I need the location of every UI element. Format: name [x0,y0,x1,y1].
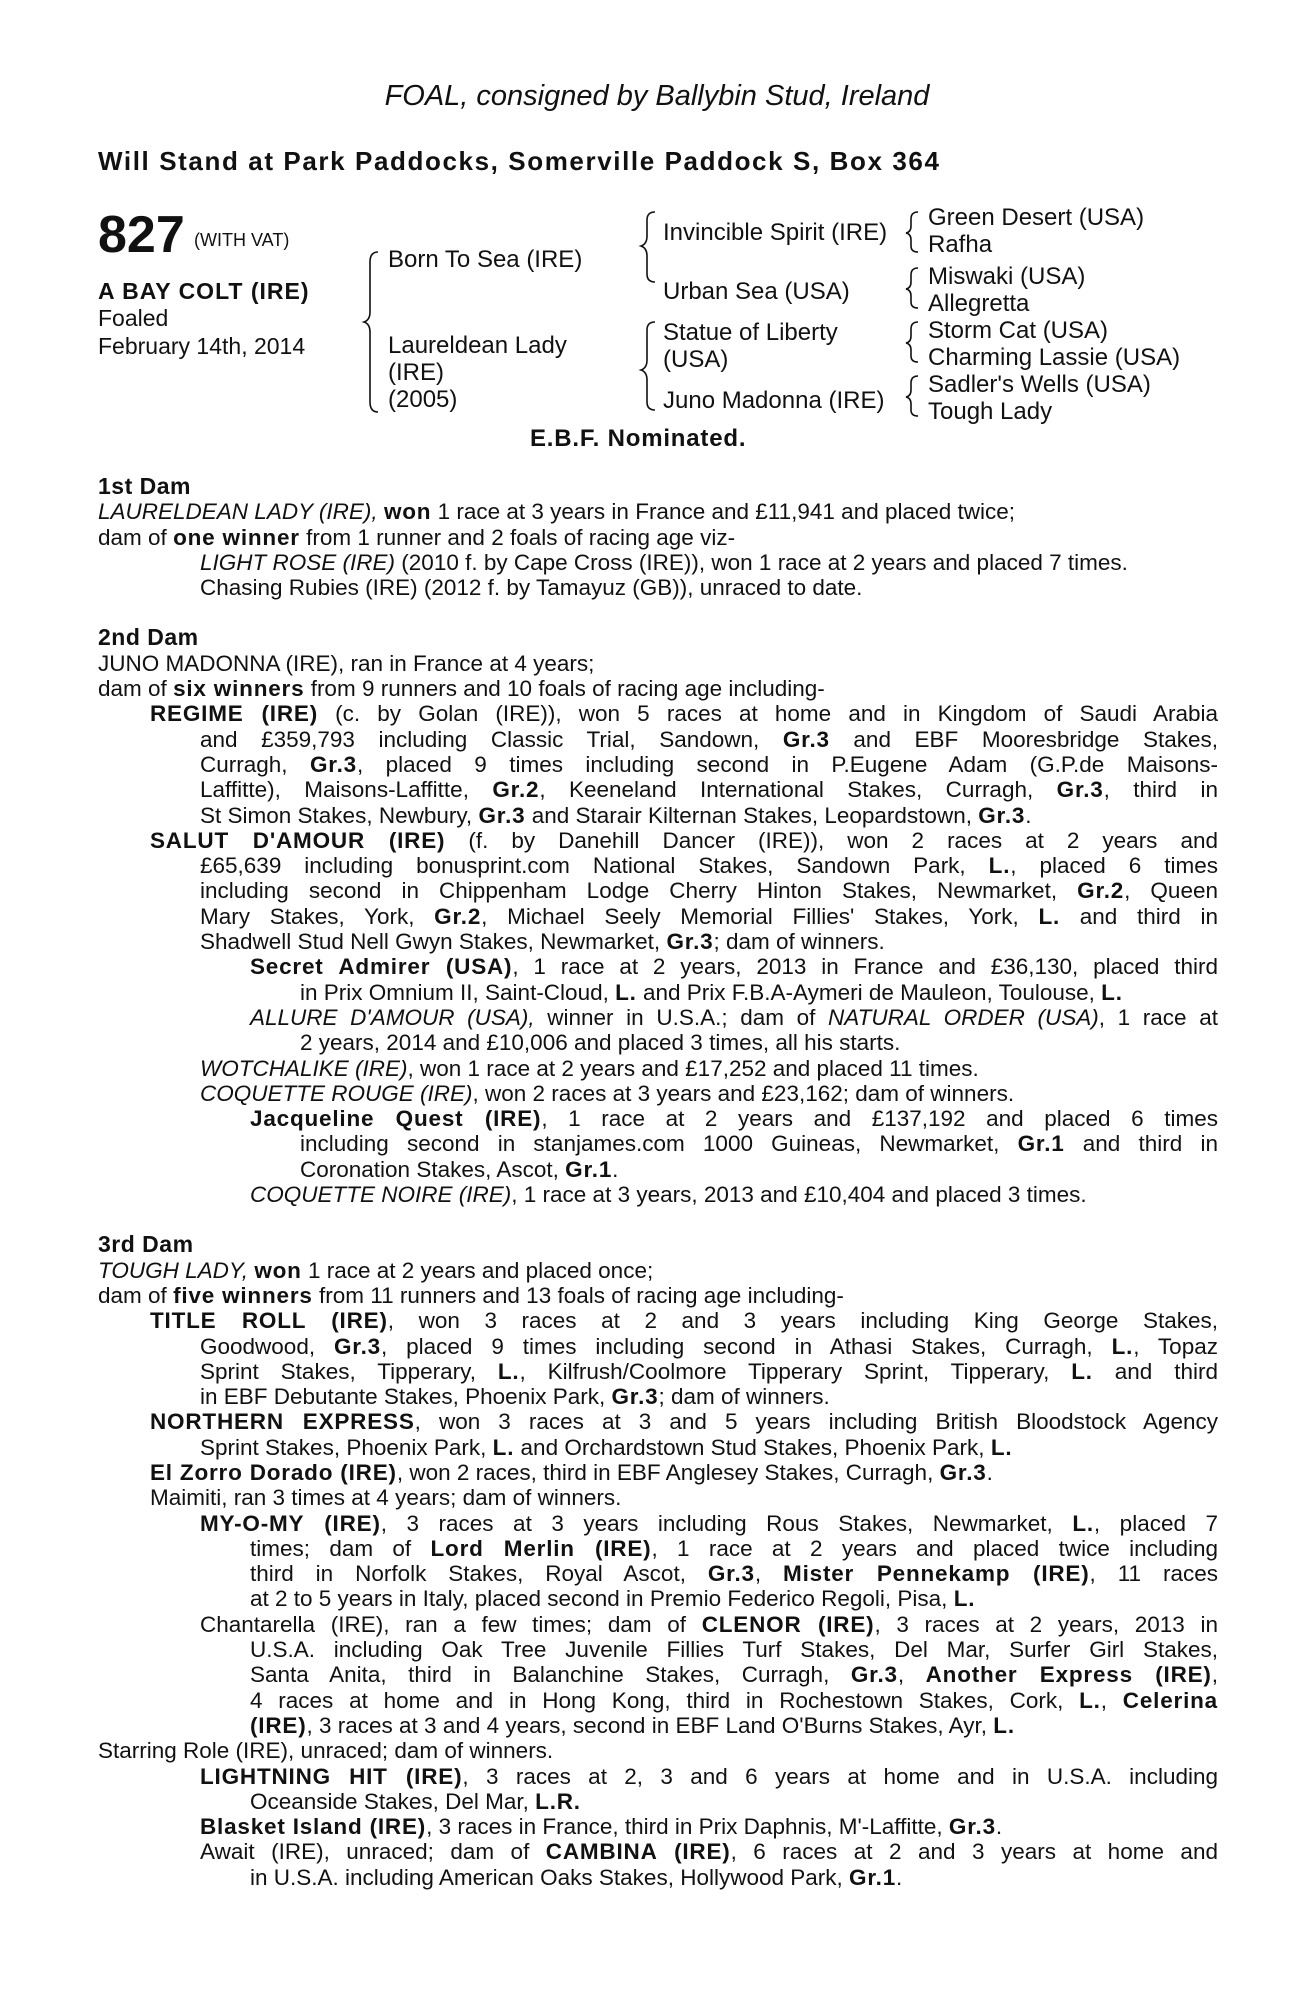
text-run: L. [988,853,1011,879]
salut-entry [98,828,1218,853]
pedigree-dam-dam: Juno Madonna (IRE) [663,387,885,414]
text-run: , 3 races at 2, 3 and 6 years at home and in U.S.A. including [462,1763,1218,1789]
pedigree-gg-6: Charming Lassie (USA) [928,344,1181,371]
text-run: Gr.3 [309,751,357,777]
northern-express-entry [98,1409,1218,1434]
text-run: Oceanside Stakes, Del Mar, [250,1788,529,1814]
stand-location: Will Stand at Park Paddocks, Somerville Paddock S, Box 364 [98,146,941,176]
text-run: , placed 7 [1093,1510,1219,1536]
pedigree-sire: Born To Sea (IRE) [388,246,583,273]
text-run: Santa Anita, third in Balanchine Stakes, Curragh, [250,1662,830,1688]
text-run: L. [615,979,637,1005]
horse-name: A BAY COLT (IRE) [98,278,310,304]
text-run: L. [492,1434,515,1460]
pedigree-sire-sire: Invincible Spirit (IRE) [663,219,888,246]
text-run: L. [497,1358,520,1384]
text-run: LIGHTNING HIT (IRE) [200,1763,463,1789]
text-run: Gr.3 [850,1662,898,1688]
text-run: Gr.3 [707,1561,755,1587]
text-run: , placed 6 times [1010,853,1218,879]
text-run: Sprint Stakes, Tipperary, [200,1358,476,1384]
consignor-title: FOAL, consigned by Ballybin Stud, Ireland [384,80,930,112]
text-run: and £359,793 including Classic Trial, Sandown, [200,726,760,752]
text-run: L.R. [535,1788,581,1814]
text-run: Blasket Island (IRE) [200,1814,427,1840]
text-run: . [1025,802,1032,828]
my-o-my-entry [98,1511,1218,1536]
text-run: , Keeneland International Stakes, Curragh, [539,777,1034,803]
text-run: and Prix F.B.A-Aymeri de Mauleon, Toulouse, [643,979,1095,1005]
text-run: , Michael Seely Memorial Fillies' Stakes, York, [481,903,1019,929]
first-dam-heading: 1st Dam [98,473,191,499]
text-run: ; dam of winners. [658,1384,830,1410]
text-run: won [254,1257,302,1283]
text-run: , 3 races at 3 and 4 years, second in EBF Land O'Burns Stakes, Ayr, [306,1712,988,1738]
text-run: . [995,1814,1003,1840]
text-run: U.S.A. including Oak Tree Juvenile Fillies Turf Stakes, Del Mar, Surfer Girl Stakes, [250,1637,1218,1663]
text-run: , Topaz [1133,1333,1218,1359]
pedigree-gg-1: Green Desert (USA) [928,204,1145,231]
text-run: Gr.3 [978,802,1026,828]
text-run: , won 2 races, third in EBF Anglesey Stakes, Curragh, [396,1459,934,1485]
text-run: TOUGH LADY, [98,1257,249,1283]
text-run: Gr.1 [1017,1131,1065,1157]
third-dam-heading: 3rd Dam [98,1231,194,1258]
text-run: , won 2 races at 3 years and £23,162; dam of winners. [472,1080,1015,1106]
text-run: 4 races at home and in Hong Kong, third in Rochestown Stakes, Cork, [250,1687,1064,1713]
text-run: Gr.3 [478,802,526,828]
text-run: NORTHERN EXPRESS [150,1409,415,1435]
text-run: WOTCHALIKE (IRE) [200,1055,408,1081]
text-run: Gr.2 [434,903,482,929]
text-run: , 1 race at 2 years and £137,192 and placed 6 times [541,1106,1218,1132]
text-run: and third in [1082,1131,1218,1157]
text-run: in U.S.A. including American Oaks Stakes, Hollywood Park, [250,1864,843,1890]
text-run: Gr.1 [849,1864,897,1890]
text-run: in EBF Debutante Stakes, Phoenix Park, [200,1384,606,1410]
text-run: . [986,1459,993,1485]
text-run: , won 3 races at 2 and 3 years including King George Stakes, [387,1308,1218,1334]
text-run: from 11 runners and 13 foals of racing age including- [318,1282,844,1308]
text-run: L. [1101,979,1123,1005]
text-run: , 1 race at 2 years and placed twice including [651,1535,1218,1561]
text-run: (2010 f. by Cape Cross (IRE)), won 1 race at 2 years and placed 7 times. [401,549,1128,575]
text-run: , won 1 race at 2 years and £17,252 and placed 11 times. [407,1055,979,1081]
foaled-date: February 14th, 2014 [98,333,306,359]
text-run: Gr.3 [666,929,714,955]
text-run: L. [953,1586,976,1612]
title-roll-entry [98,1308,1218,1333]
text-run: JUNO MADONNA (IRE), ran in France at 4 years; [98,650,595,676]
text-run: 1 race at 2 years and placed once; [307,1257,654,1283]
text-run: six winners [173,676,305,702]
text-run: in Prix Omnium II, Saint-Cloud, [300,979,609,1005]
text-run: Celerina [1122,1687,1218,1713]
text-run: Shadwell Stud Nell Gwyn Stakes, Newmarket, [200,929,661,955]
text-run: Coronation Stakes, Ascot, [300,1156,559,1182]
text-run: L. [1111,1333,1134,1359]
text-run: L. [1071,1358,1093,1384]
text-run: (f. by Danehill Dancer (IRE)), won 2 races at 2 years and [468,827,1218,853]
text-run: . [896,1864,903,1890]
text-run: , 3 races at 2 years, 2013 in [874,1611,1218,1637]
text-run: , 3 races at 3 years including Rous Stakes, Newmarket, [380,1510,1053,1536]
text-run: Gr.3 [611,1384,659,1410]
text-run: and Orchardstown Stud Stakes, Phoenix Park, [520,1434,985,1460]
text-run: Mary Stakes, York, [200,903,415,929]
text-run: dam of [98,676,167,702]
text-run: Jacqueline Quest (IRE) [250,1106,542,1132]
text-run: L. [993,1712,1015,1738]
text-run: , placed 9 times including second in Athasi Stakes, Curragh, [380,1333,1093,1359]
text-run: Chantarella (IRE), ran a few times; dam of [200,1611,687,1637]
text-run: , Kilfrush/Coolmore Tipperary Sprint, Tipperary, [519,1358,1050,1384]
text-run: , 11 races [1089,1561,1218,1587]
ebf-note: E.B.F. Nominated. [530,425,747,452]
text-run: , [1211,1662,1218,1688]
text-run: L. [1072,1510,1094,1536]
text-run: CLENOR (IRE) [701,1611,875,1637]
text-run: Goodwood, [200,1333,316,1359]
text-run: from 1 runner and 2 foals of racing age viz- [306,524,736,550]
text-run: LIGHT ROSE (IRE) [200,549,396,575]
pedigree-dam-sire-line1: Statue of Liberty [663,319,838,346]
text-run: . [612,1156,619,1182]
text-run: , placed 9 times including second in P.Eugene Adam (G.P.de Maisons- [356,751,1218,777]
text-run: SALUT D'AMOUR (IRE) [150,827,446,853]
text-run: Laffitte), Maisons-Laffitte, [200,777,469,803]
text-run: and third in [1079,903,1218,929]
text-run: including second in stanjames.com 1000 Guineas, Newmarket, [300,1131,1000,1157]
text-run: Gr.3 [939,1459,987,1485]
text-run: MY-O-MY (IRE) [200,1510,381,1536]
text-run: five winners [173,1282,313,1308]
text-run: Gr.3 [1056,777,1104,803]
text-run: winner in U.S.A.; dam of [547,1004,816,1030]
text-run: REGIME (IRE) [150,701,318,727]
text-run: and Starair Kilternan Stakes, Leopardstown, [531,802,972,828]
text-run: Mister Pennekamp (IRE) [783,1561,1090,1587]
text-run: (IRE) [250,1712,307,1738]
text-run: dam of [98,524,167,550]
text-run: , 1 race at 3 years, 2013 and £10,404 and placed 3 times. [511,1182,1087,1208]
text-run: at 2 to 5 years in Italy, placed second in Premio Federico Regoli, Pisa, [250,1586,948,1612]
text-run: Gr.2 [492,777,540,803]
text-run: 2 years, 2014 and £10,006 and placed 3 times, all his starts. [300,1030,901,1056]
text-run: St Simon Stakes, Newbury, [200,802,473,828]
text-run: ALLURE D'AMOUR (USA), [250,1004,535,1030]
text-run: El Zorro Dorado (IRE) [150,1459,397,1485]
text-run: and EBF Mooresbridge Stakes, [853,726,1218,752]
text-run: Curragh, [200,751,288,777]
text-run: Lord Merlin (IRE) [430,1535,652,1561]
pedigree-dam-line2: (IRE) [388,359,444,386]
text-run: , 6 races at 2 and 3 years at home and [730,1839,1218,1865]
text-run: TITLE ROLL (IRE) [150,1308,388,1334]
text-run: L. [1038,903,1061,929]
text-run: including second in Chippenham Lodge Cherry Hinton Stakes, Newmarket, [200,878,1058,904]
text-run: , 1 race at 2 years, 2013 in France and £36,130, placed third [512,954,1218,980]
text-run: one winner [173,524,300,550]
text-run: Await (IRE), unraced; dam of [200,1839,530,1865]
text-run: Gr.1 [565,1156,613,1182]
vat-note: (WITH VAT) [194,230,290,250]
text-run: £65,639 including bonusprint.com National Stakes, Sandown Park, [200,853,966,879]
pedigree-dam-sire-line2: (USA) [663,346,729,373]
text-run: Another Express (IRE) [925,1662,1212,1688]
foaled-label: Foaled [98,305,169,331]
text-run: (c. by Golan (IRE)), won 5 races at home and in Kingdom of Saudi Arabia [335,701,1218,727]
text-run: , [754,1561,762,1587]
text-run: , 3 races in France, third in Prix Daphnis, M'-Laffitte, [426,1814,943,1840]
pedigree-gg-2: Rafha [928,231,993,258]
text-run: NATURAL ORDER (USA) [828,1004,1099,1030]
text-run: COQUETTE NOIRE (IRE) [250,1182,512,1208]
text-run: Gr.3 [334,1333,381,1359]
pedigree-gg-5: Storm Cat (USA) [928,317,1109,344]
text-run: 1 race at 3 years in France and £11,941 and placed twice; [437,499,1016,525]
text-run: , [897,1662,905,1688]
text-run: times; dam of [250,1535,412,1561]
text-run: COQUETTE ROUGE (IRE) [200,1080,473,1106]
text-run: Chasing Rubies (IRE) (2012 f. by Tamayuz (GB)), unraced to date. [200,575,863,601]
text-run: won [383,499,432,525]
text-run: ; dam of winners. [713,929,885,955]
text-run: CAMBINA (IRE) [545,1839,731,1865]
text-run: , third in [1103,777,1218,803]
text-run: Sprint Stakes, Phoenix Park, [200,1434,487,1460]
second-dam-heading: 2nd Dam [98,624,199,651]
catalogue-body [98,470,1218,1890]
text-run: , [1100,1687,1107,1713]
text-run: Gr.3 [782,726,830,752]
text-run: from 9 runners and 10 foals of racing age including- [310,676,825,702]
text-run: , Queen [1124,878,1218,904]
text-run: , 1 race at [1098,1004,1218,1030]
regime-entry [98,701,1218,726]
pedigree-gg-3: Miswaki (USA) [928,263,1086,290]
text-run: Gr.3 [948,1814,996,1840]
pedigree-sire-dam: Urban Sea (USA) [663,278,850,305]
text-run: Starring Role (IRE), unraced; dam of winners. [98,1738,554,1764]
pedigree-dam-line1: Laureldean Lady [388,332,567,359]
text-run: L. [1079,1687,1101,1713]
text-run: dam of [98,1282,167,1308]
pedigree-dam-line3: (2005) [388,386,458,413]
text-run: L. [990,1434,1013,1460]
text-run: , won 3 races at 3 and 5 years including British Bloodstock Agency [414,1409,1218,1435]
pedigree-gg-4: Allegretta [928,290,1030,317]
pedigree-gg-8: Tough Lady [928,398,1053,425]
text-run: Gr.2 [1077,878,1125,904]
text-run: third in Norfolk Stakes, Royal Ascot, [250,1561,686,1587]
text-run: LAURELDEAN LADY (IRE), [98,499,378,525]
text-run: Secret Admirer (USA) [250,954,513,980]
text-run: Maimiti, ran 3 times at 4 years; dam of winners. [150,1485,622,1511]
lot-number: 827 [98,206,185,264]
pedigree-gg-7: Sadler's Wells (USA) [928,371,1151,398]
text-run: and third [1114,1358,1218,1384]
